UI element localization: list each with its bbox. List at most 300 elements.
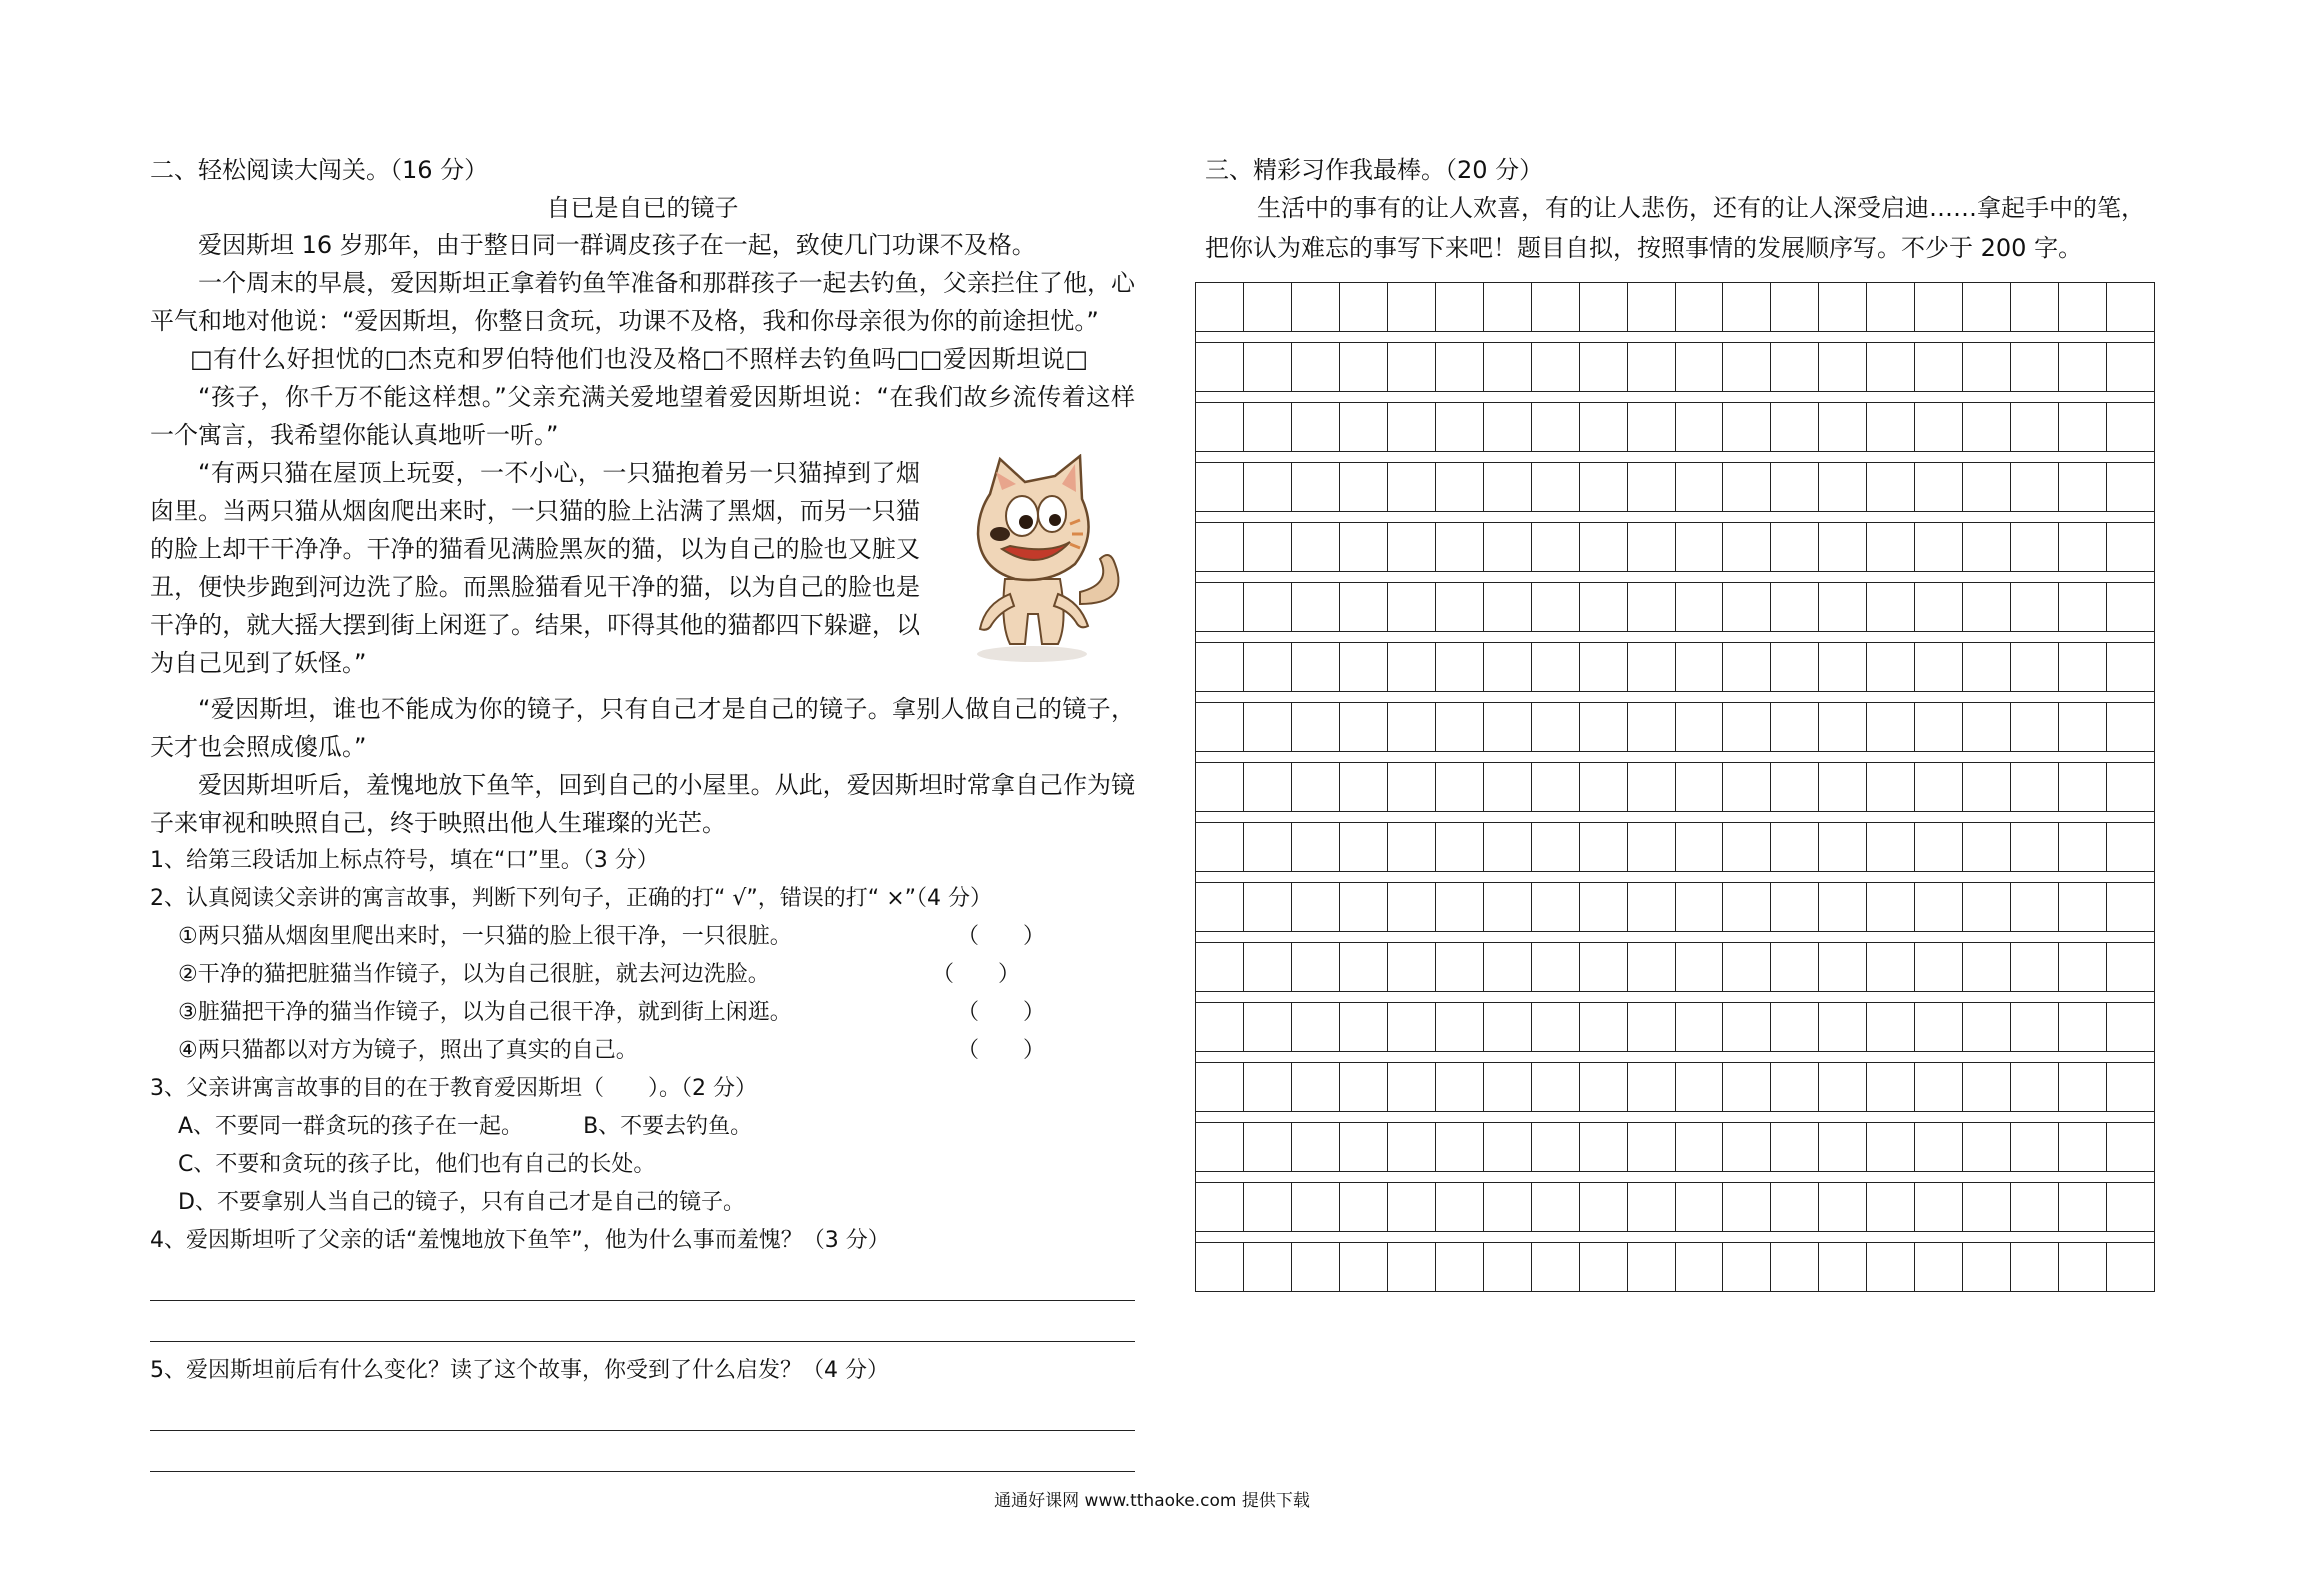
- grid-cell[interactable]: [1915, 1183, 1963, 1231]
- grid-cell[interactable]: [1532, 343, 1580, 391]
- grid-cell[interactable]: [1484, 1123, 1532, 1171]
- grid-cell[interactable]: [1292, 1063, 1340, 1111]
- grid-cell[interactable]: [1580, 1063, 1628, 1111]
- grid-cell[interactable]: [1915, 463, 1963, 511]
- answer-paren[interactable]: （ ）: [956, 1038, 1045, 1063]
- grid-cell[interactable]: [1867, 1063, 1915, 1111]
- grid-cell[interactable]: [1580, 1183, 1628, 1231]
- grid-cell[interactable]: [1676, 583, 1724, 631]
- grid-cell[interactable]: [1867, 643, 1915, 691]
- grid-cell[interactable]: [2107, 463, 2154, 511]
- grid-cell[interactable]: [1771, 643, 1819, 691]
- grid-cell[interactable]: [1580, 583, 1628, 631]
- grid-cell[interactable]: [1292, 343, 1340, 391]
- grid-cell[interactable]: [1436, 523, 1484, 571]
- grid-cell[interactable]: [1676, 643, 1724, 691]
- grid-cell[interactable]: [1963, 883, 2011, 931]
- grid-cell[interactable]: [1628, 1063, 1676, 1111]
- grid-cell[interactable]: [2011, 823, 2059, 871]
- grid-cell[interactable]: [1580, 883, 1628, 931]
- grid-cell[interactable]: [1867, 1183, 1915, 1231]
- grid-cell[interactable]: [1436, 1243, 1484, 1291]
- grid-cell[interactable]: [1436, 403, 1484, 451]
- grid-cell[interactable]: [2059, 763, 2107, 811]
- grid-cell[interactable]: [2059, 343, 2107, 391]
- grid-cell[interactable]: [1196, 1183, 1244, 1231]
- grid-cell[interactable]: [1771, 403, 1819, 451]
- grid-cell[interactable]: [2011, 283, 2059, 331]
- grid-cell[interactable]: [1723, 943, 1771, 991]
- grid-cell[interactable]: [1436, 283, 1484, 331]
- grid-cell[interactable]: [2059, 463, 2107, 511]
- grid-cell[interactable]: [1867, 1003, 1915, 1051]
- grid-cell[interactable]: [1580, 283, 1628, 331]
- grid-cell[interactable]: [2011, 1003, 2059, 1051]
- grid-cell[interactable]: [1963, 343, 2011, 391]
- grid-cell[interactable]: [1388, 703, 1436, 751]
- grid-cell[interactable]: [1915, 1003, 1963, 1051]
- grid-cell[interactable]: [2011, 403, 2059, 451]
- grid-cell[interactable]: [1388, 283, 1436, 331]
- grid-cell[interactable]: [1196, 1243, 1244, 1291]
- grid-cell[interactable]: [1771, 1243, 1819, 1291]
- grid-cell[interactable]: [1628, 883, 1676, 931]
- grid-cell[interactable]: [1963, 1123, 2011, 1171]
- grid-cell[interactable]: [1532, 403, 1580, 451]
- grid-cell[interactable]: [1340, 343, 1388, 391]
- grid-cell[interactable]: [1244, 523, 1292, 571]
- grid-cell[interactable]: [1867, 583, 1915, 631]
- grid-cell[interactable]: [1484, 823, 1532, 871]
- grid-cell[interactable]: [1676, 763, 1724, 811]
- grid-cell[interactable]: [1292, 283, 1340, 331]
- grid-cell[interactable]: [1723, 823, 1771, 871]
- grid-cell[interactable]: [1771, 343, 1819, 391]
- grid-cell[interactable]: [1340, 1183, 1388, 1231]
- grid-cell[interactable]: [1867, 283, 1915, 331]
- grid-cell[interactable]: [1723, 343, 1771, 391]
- grid-cell[interactable]: [1867, 1123, 1915, 1171]
- grid-cell[interactable]: [1340, 1003, 1388, 1051]
- grid-cell[interactable]: [2107, 1063, 2154, 1111]
- grid-cell[interactable]: [1819, 1063, 1867, 1111]
- grid-cell[interactable]: [1819, 343, 1867, 391]
- grid-cell[interactable]: [1388, 1243, 1436, 1291]
- grid-cell[interactable]: [1963, 523, 2011, 571]
- grid-cell[interactable]: [1340, 1243, 1388, 1291]
- grid-cell[interactable]: [1196, 1003, 1244, 1051]
- grid-cell[interactable]: [2011, 1063, 2059, 1111]
- grid-cell[interactable]: [2011, 883, 2059, 931]
- grid-cell[interactable]: [1771, 1063, 1819, 1111]
- grid-cell[interactable]: [1580, 943, 1628, 991]
- grid-cell[interactable]: [1819, 823, 1867, 871]
- grid-cell[interactable]: [1532, 703, 1580, 751]
- grid-cell[interactable]: [1484, 403, 1532, 451]
- grid-cell[interactable]: [1628, 583, 1676, 631]
- grid-cell[interactable]: [1484, 583, 1532, 631]
- grid-cell[interactable]: [2011, 343, 2059, 391]
- grid-cell[interactable]: [2059, 1123, 2107, 1171]
- grid-cell[interactable]: [1388, 823, 1436, 871]
- grid-cell[interactable]: [1963, 643, 2011, 691]
- grid-cell[interactable]: [1867, 523, 1915, 571]
- grid-cell[interactable]: [1292, 883, 1340, 931]
- grid-cell[interactable]: [1484, 643, 1532, 691]
- grid-cell[interactable]: [1771, 1183, 1819, 1231]
- grid-cell[interactable]: [1819, 283, 1867, 331]
- grid-cell[interactable]: [2059, 403, 2107, 451]
- grid-cell[interactable]: [1819, 1123, 1867, 1171]
- grid-cell[interactable]: [1532, 1123, 1580, 1171]
- grid-cell[interactable]: [1867, 403, 1915, 451]
- grid-cell[interactable]: [1196, 943, 1244, 991]
- grid-cell[interactable]: [1388, 763, 1436, 811]
- grid-cell[interactable]: [1484, 463, 1532, 511]
- answer-paren[interactable]: （ ）: [956, 1000, 1045, 1025]
- grid-cell[interactable]: [1244, 463, 1292, 511]
- grid-cell[interactable]: [1771, 1003, 1819, 1051]
- grid-cell[interactable]: [2059, 1063, 2107, 1111]
- grid-cell[interactable]: [1915, 343, 1963, 391]
- grid-cell[interactable]: [1196, 823, 1244, 871]
- grid-cell[interactable]: [1676, 523, 1724, 571]
- grid-cell[interactable]: [1388, 1003, 1436, 1051]
- grid-cell[interactable]: [1867, 463, 1915, 511]
- grid-cell[interactable]: [1244, 1003, 1292, 1051]
- grid-cell[interactable]: [1388, 343, 1436, 391]
- grid-cell[interactable]: [1915, 823, 1963, 871]
- grid-cell[interactable]: [1340, 1063, 1388, 1111]
- grid-cell[interactable]: [1915, 943, 1963, 991]
- grid-cell[interactable]: [2107, 343, 2154, 391]
- grid-cell[interactable]: [1388, 943, 1436, 991]
- grid-cell[interactable]: [1580, 1123, 1628, 1171]
- grid-cell[interactable]: [1628, 643, 1676, 691]
- grid-cell[interactable]: [1771, 883, 1819, 931]
- grid-cell[interactable]: [1771, 1123, 1819, 1171]
- grid-cell[interactable]: [1532, 1183, 1580, 1231]
- grid-cell[interactable]: [1196, 1123, 1244, 1171]
- grid-cell[interactable]: [1628, 703, 1676, 751]
- grid-cell[interactable]: [1436, 883, 1484, 931]
- grid-cell[interactable]: [1340, 403, 1388, 451]
- grid-cell[interactable]: [1676, 1243, 1724, 1291]
- grid-cell[interactable]: [1196, 763, 1244, 811]
- grid-cell[interactable]: [1580, 763, 1628, 811]
- grid-cell[interactable]: [1915, 403, 1963, 451]
- grid-cell[interactable]: [1819, 703, 1867, 751]
- grid-cell[interactable]: [1723, 1243, 1771, 1291]
- grid-cell[interactable]: [1484, 523, 1532, 571]
- grid-cell[interactable]: [1340, 283, 1388, 331]
- grid-cell[interactable]: [2011, 763, 2059, 811]
- grid-cell[interactable]: [1963, 1063, 2011, 1111]
- grid-cell[interactable]: [1628, 523, 1676, 571]
- grid-cell[interactable]: [2059, 943, 2107, 991]
- grid-cell[interactable]: [1484, 1003, 1532, 1051]
- grid-cell[interactable]: [1340, 823, 1388, 871]
- grid-cell[interactable]: [1388, 1183, 1436, 1231]
- grid-cell[interactable]: [1628, 283, 1676, 331]
- grid-cell[interactable]: [1771, 283, 1819, 331]
- grid-cell[interactable]: [1819, 1243, 1867, 1291]
- grid-cell[interactable]: [1532, 1063, 1580, 1111]
- grid-cell[interactable]: [1244, 883, 1292, 931]
- grid-cell[interactable]: [1484, 1063, 1532, 1111]
- grid-cell[interactable]: [1771, 583, 1819, 631]
- grid-cell[interactable]: [1292, 943, 1340, 991]
- grid-cell[interactable]: [1244, 643, 1292, 691]
- grid-cell[interactable]: [1340, 943, 1388, 991]
- grid-cell[interactable]: [1244, 703, 1292, 751]
- grid-cell[interactable]: [1436, 583, 1484, 631]
- grid-cell[interactable]: [1244, 823, 1292, 871]
- grid-cell[interactable]: [1723, 1123, 1771, 1171]
- grid-cell[interactable]: [1580, 403, 1628, 451]
- grid-cell[interactable]: [1867, 883, 1915, 931]
- grid-cell[interactable]: [1915, 703, 1963, 751]
- grid-cell[interactable]: [1819, 763, 1867, 811]
- grid-cell[interactable]: [1436, 703, 1484, 751]
- grid-cell[interactable]: [1915, 763, 1963, 811]
- grid-cell[interactable]: [1292, 643, 1340, 691]
- grid-cell[interactable]: [1340, 1123, 1388, 1171]
- grid-cell[interactable]: [1676, 943, 1724, 991]
- grid-cell[interactable]: [1484, 943, 1532, 991]
- grid-cell[interactable]: [1436, 823, 1484, 871]
- grid-cell[interactable]: [1723, 1063, 1771, 1111]
- grid-cell[interactable]: [1723, 1003, 1771, 1051]
- grid-cell[interactable]: [1915, 883, 1963, 931]
- grid-cell[interactable]: [1244, 943, 1292, 991]
- grid-cell[interactable]: [2011, 943, 2059, 991]
- grid-cell[interactable]: [1532, 823, 1580, 871]
- grid-cell[interactable]: [1196, 343, 1244, 391]
- grid-cell[interactable]: [1244, 1183, 1292, 1231]
- grid-cell[interactable]: [1340, 523, 1388, 571]
- grid-cell[interactable]: [1532, 763, 1580, 811]
- grid-cell[interactable]: [1819, 463, 1867, 511]
- grid-cell[interactable]: [1244, 403, 1292, 451]
- answer-line[interactable]: [150, 1260, 1135, 1301]
- grid-cell[interactable]: [1484, 1183, 1532, 1231]
- grid-cell[interactable]: [1292, 1003, 1340, 1051]
- grid-cell[interactable]: [1580, 643, 1628, 691]
- grid-cell[interactable]: [1196, 583, 1244, 631]
- grid-cell[interactable]: [2011, 1183, 2059, 1231]
- grid-cell[interactable]: [1436, 1003, 1484, 1051]
- grid-cell[interactable]: [1292, 1123, 1340, 1171]
- grid-cell[interactable]: [1819, 523, 1867, 571]
- grid-cell[interactable]: [1292, 763, 1340, 811]
- grid-cell[interactable]: [2107, 403, 2154, 451]
- grid-cell[interactable]: [1484, 703, 1532, 751]
- grid-cell[interactable]: [1867, 763, 1915, 811]
- grid-cell[interactable]: [1532, 523, 1580, 571]
- grid-cell[interactable]: [2011, 583, 2059, 631]
- grid-cell[interactable]: [1628, 763, 1676, 811]
- grid-cell[interactable]: [1771, 763, 1819, 811]
- grid-cell[interactable]: [1244, 583, 1292, 631]
- grid-cell[interactable]: [1819, 1183, 1867, 1231]
- grid-cell[interactable]: [1915, 1123, 1963, 1171]
- grid-cell[interactable]: [1388, 463, 1436, 511]
- grid-cell[interactable]: [1723, 1183, 1771, 1231]
- grid-cell[interactable]: [1292, 1183, 1340, 1231]
- grid-cell[interactable]: [1867, 1243, 1915, 1291]
- grid-cell[interactable]: [1196, 463, 1244, 511]
- grid-cell[interactable]: [1915, 1063, 1963, 1111]
- grid-cell[interactable]: [1819, 883, 1867, 931]
- grid-cell[interactable]: [1436, 1063, 1484, 1111]
- grid-cell[interactable]: [1244, 763, 1292, 811]
- grid-cell[interactable]: [1819, 943, 1867, 991]
- grid-cell[interactable]: [1628, 1183, 1676, 1231]
- grid-cell[interactable]: [1196, 883, 1244, 931]
- grid-cell[interactable]: [1628, 1243, 1676, 1291]
- grid-cell[interactable]: [1340, 883, 1388, 931]
- grid-cell[interactable]: [1771, 703, 1819, 751]
- grid-cell[interactable]: [2059, 523, 2107, 571]
- grid-cell[interactable]: [1963, 1243, 2011, 1291]
- grid-cell[interactable]: [1723, 643, 1771, 691]
- grid-cell[interactable]: [1723, 703, 1771, 751]
- grid-cell[interactable]: [1963, 463, 2011, 511]
- grid-cell[interactable]: [1676, 1183, 1724, 1231]
- grid-cell[interactable]: [1484, 763, 1532, 811]
- grid-cell[interactable]: [1244, 343, 1292, 391]
- grid-cell[interactable]: [2059, 1243, 2107, 1291]
- grid-cell[interactable]: [1532, 1003, 1580, 1051]
- grid-cell[interactable]: [1580, 703, 1628, 751]
- grid-cell[interactable]: [2059, 1003, 2107, 1051]
- grid-cell[interactable]: [1532, 883, 1580, 931]
- grid-cell[interactable]: [1963, 943, 2011, 991]
- grid-cell[interactable]: [1388, 883, 1436, 931]
- grid-cell[interactable]: [1867, 703, 1915, 751]
- grid-cell[interactable]: [1388, 583, 1436, 631]
- grid-cell[interactable]: [1388, 1063, 1436, 1111]
- grid-cell[interactable]: [2107, 643, 2154, 691]
- grid-cell[interactable]: [2107, 1123, 2154, 1171]
- grid-cell[interactable]: [1436, 1183, 1484, 1231]
- grid-cell[interactable]: [1388, 403, 1436, 451]
- grid-cell[interactable]: [1963, 583, 2011, 631]
- grid-cell[interactable]: [1628, 823, 1676, 871]
- grid-cell[interactable]: [2059, 643, 2107, 691]
- answer-line[interactable]: [150, 1390, 1135, 1431]
- grid-cell[interactable]: [1196, 283, 1244, 331]
- grid-cell[interactable]: [2011, 523, 2059, 571]
- grid-cell[interactable]: [1388, 643, 1436, 691]
- grid-cell[interactable]: [1532, 1243, 1580, 1291]
- grid-cell[interactable]: [1676, 883, 1724, 931]
- grid-cell[interactable]: [1628, 403, 1676, 451]
- grid-cell[interactable]: [1340, 703, 1388, 751]
- grid-cell[interactable]: [1244, 1243, 1292, 1291]
- grid-cell[interactable]: [1292, 823, 1340, 871]
- grid-cell[interactable]: [1819, 1003, 1867, 1051]
- grid-cell[interactable]: [1340, 763, 1388, 811]
- grid-cell[interactable]: [2107, 823, 2154, 871]
- grid-cell[interactable]: [1723, 283, 1771, 331]
- grid-cell[interactable]: [1532, 943, 1580, 991]
- grid-cell[interactable]: [1676, 823, 1724, 871]
- grid-cell[interactable]: [2059, 1183, 2107, 1231]
- grid-cell[interactable]: [1915, 1243, 1963, 1291]
- grid-cell[interactable]: [1915, 523, 1963, 571]
- grid-cell[interactable]: [2011, 1123, 2059, 1171]
- grid-cell[interactable]: [2107, 523, 2154, 571]
- grid-cell[interactable]: [1771, 523, 1819, 571]
- grid-cell[interactable]: [1771, 463, 1819, 511]
- grid-cell[interactable]: [1963, 763, 2011, 811]
- grid-cell[interactable]: [2107, 943, 2154, 991]
- grid-cell[interactable]: [1819, 403, 1867, 451]
- grid-cell[interactable]: [2059, 583, 2107, 631]
- grid-cell[interactable]: [2011, 1243, 2059, 1291]
- grid-cell[interactable]: [2059, 883, 2107, 931]
- grid-cell[interactable]: [1723, 463, 1771, 511]
- grid-cell[interactable]: [1867, 943, 1915, 991]
- grid-cell[interactable]: [2059, 703, 2107, 751]
- grid-cell[interactable]: [1628, 1123, 1676, 1171]
- grid-cell[interactable]: [1436, 943, 1484, 991]
- grid-cell[interactable]: [2107, 283, 2154, 331]
- grid-cell[interactable]: [2107, 703, 2154, 751]
- grid-cell[interactable]: [2107, 1243, 2154, 1291]
- grid-cell[interactable]: [1436, 643, 1484, 691]
- answer-paren[interactable]: （ ）: [931, 962, 1020, 987]
- grid-cell[interactable]: [1915, 583, 1963, 631]
- grid-cell[interactable]: [1915, 643, 1963, 691]
- grid-cell[interactable]: [1819, 583, 1867, 631]
- grid-cell[interactable]: [2059, 823, 2107, 871]
- grid-cell[interactable]: [1292, 1243, 1340, 1291]
- grid-cell[interactable]: [1628, 463, 1676, 511]
- grid-cell[interactable]: [1867, 343, 1915, 391]
- grid-cell[interactable]: [1676, 343, 1724, 391]
- grid-cell[interactable]: [1963, 1003, 2011, 1051]
- grid-cell[interactable]: [1388, 523, 1436, 571]
- grid-cell[interactable]: [1292, 583, 1340, 631]
- grid-cell[interactable]: [1723, 523, 1771, 571]
- grid-cell[interactable]: [1723, 403, 1771, 451]
- grid-cell[interactable]: [1963, 403, 2011, 451]
- grid-cell[interactable]: [2011, 463, 2059, 511]
- composition-grid[interactable]: [1195, 282, 2155, 1292]
- grid-cell[interactable]: [1340, 463, 1388, 511]
- grid-cell[interactable]: [1532, 643, 1580, 691]
- grid-cell[interactable]: [2011, 643, 2059, 691]
- grid-cell[interactable]: [1723, 763, 1771, 811]
- grid-cell[interactable]: [1340, 643, 1388, 691]
- answer-line[interactable]: [150, 1431, 1135, 1472]
- grid-cell[interactable]: [1532, 463, 1580, 511]
- grid-cell[interactable]: [1196, 643, 1244, 691]
- grid-cell[interactable]: [1196, 403, 1244, 451]
- grid-cell[interactable]: [1771, 943, 1819, 991]
- grid-cell[interactable]: [1196, 1063, 1244, 1111]
- grid-cell[interactable]: [1963, 823, 2011, 871]
- grid-cell[interactable]: [2011, 703, 2059, 751]
- grid-cell[interactable]: [1580, 343, 1628, 391]
- grid-cell[interactable]: [1580, 1243, 1628, 1291]
- grid-cell[interactable]: [1532, 283, 1580, 331]
- grid-cell[interactable]: [1676, 1003, 1724, 1051]
- grid-cell[interactable]: [1915, 283, 1963, 331]
